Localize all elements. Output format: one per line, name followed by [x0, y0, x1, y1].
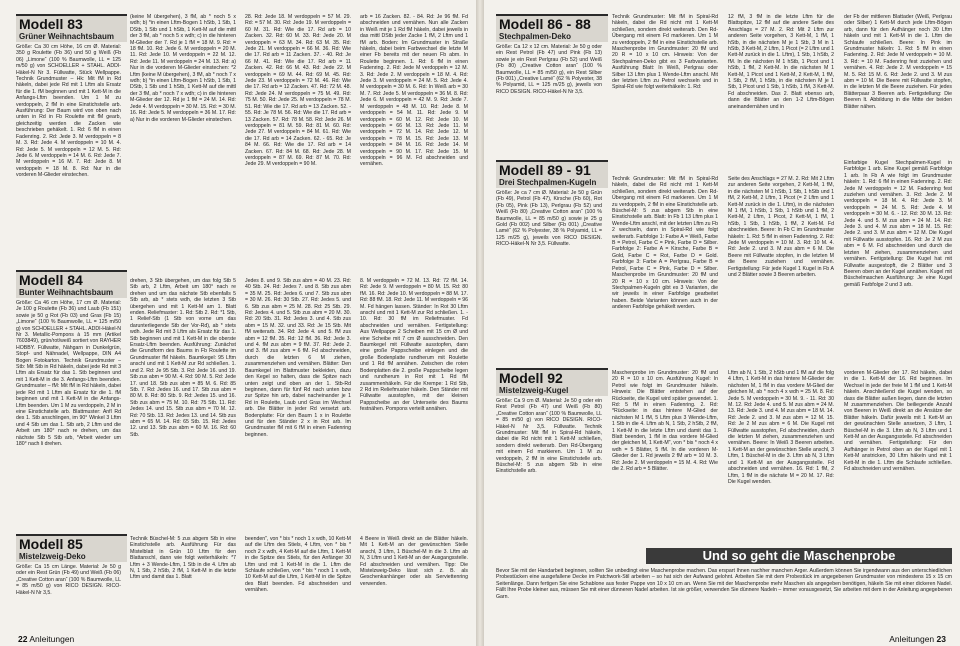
model-86-col-2: Technik Grundmuster: Mit fM in Spiral-Rd häkeln, dabei die Rd nicht mit 1 Kett-M schließen, sondern direkt weiterarb. Den Rd-Übergang mit einem Fd markieren. Um 1 M zu verdoppeln, 2 fM in eine Einstichstelle arb. Maschenprobe im Grundmuster: 20 fM und 20 R = 10 x 10 cm. Hinweis: Von der Stechpalmen-Deko gibt es 3 Farbvarianten. Ausführung Blatt: In Weiß, Perlgrau oder Silber 13 Lftm plus 1 Wende-Lftm anschl. Mit der letzten Lftm zu Petrol wechseln und in Spiral-Rd wie folgt weiterhäkeln: 1. Rd: [612, 14, 718, 91]
model-84-col-2: drehen, 3 Stb übergehen, um das folg Stb 5 Stb arb, 2 Lftm, Arbeit um 180° nach re drehen und um das nächste Stb ebenfalls 5 Stb arb, ab * stets wdh, die letzten 3 Stb übergehen und mit 1 Kett-M am 1. Blatt enden. Reliefmaster: 1. Rd: Stb 2. Rd: *1 Stb, 1 Relief-Stb (1 Stb von vorne um das darunterliegende Stb der Vor-Rd), ab * stets wdh. Jede Rd mit 3 Lftm als Ersatz für das 1. Stb beginnen und mit 1 Kett-M in die oberste Ersatz-Lftm beenden. Ausführung: Zunächst die Grundform des Baums in Fb Roulette im Grundmuster fM häkeln. Baumkegel: 95 Lftm anschl und mit 1 Kett-M zur Rd schließen. 1. und 2. Rd: Je 95 Stb. 3. Rd: Jede 16. und 19. Stb zus abm = 90 M. 4. Rd: 90 M. 5. Rd: Jede 17. und 18. Stb zus abm = 85 M. 6. Rd: 85 Stb. 7. Rd: Jedes 16. und 17. Stb zus abm = 80 M. 8. Rd: 80 Stb. 9. Rd: Jedes 15. und 16. Stb zus abm = 75 M. 10. Rd: 75 Stb. 11. Rd: Jedes 14. und 15. Stb zus abm = 70 M. 12. Rd: 70 Stb. 13. Rd: Jedes 13. und 14. Stb zus abm = 65 M. 14. Rd: 65 Stb. 15. Rd: Jedes 12. und 13. Stb zus abm = 60 M. 16. Rd: 60 Stb. [130, 278, 236, 438]
model-84-section [16, 270, 468, 520]
model-83-subtitle: Grüner Weihnachtsbaum [19, 32, 114, 41]
model-92-col-1: Größe: Ca 9 cm Ø. Material: Je 50 g oder ein Rest Petrol (Fb 47) und Weiß (Fb 80) „Creative Cotton aran“ (100 % Baumwolle, LL = 85 m/50 g) von RICO DESIGN. RICO-Häkel-N Nr 3,5. Füllwatte. Technik Grundmuster: Mit fM in Spiral-Rd häkeln, dabei die Rd nicht mit 1 Kett-M schließen, sondern direkt weiterarb. Den Rd-Übergang mit einem Fd markieren. Um 1 M zu verdoppeln, 2 fM in eine Einstichstelle arb. Büschel-M: 5 zus abgem Stb in eine Einstichstelle arb. [496, 398, 602, 475]
model-92-col-4: vorderen M-Glieder der 17. Rd häkeln, dabei in die 1. Kett-M der 16. Rd beginnen. Im Wechsel in jede der freie M 1 fM und 1 Kett-M häkeln. Anschließend die Kugel wenden, so dass die Blätter außen liegen, dann die letzten M zusammenziehen. Die beiliegende Anzahl von Beeren in Weiß direkt an die Ansätze der Blätter häkeln. Dafür jeweils mit 1 Kett-M an der gewünschten Stelle ansetzen, 3 Lftm, 1 Büschel-M in die 3. Lftm ab N, 3 Lftm und 1 Kett-M an der Ausgangsstelle. Fd abschneiden und vernähen. Fertigstellung: Für den Aufhänger in Petrol oben an der Kugel mit 1 Kett-M anstricken, 30 Lftm häkeln und mit 1 Kett-M in die 1. Lftm die Schlaufe schließen. Fd abschneiden und vernähen. [844, 370, 952, 473]
model-85-col-2: Technik Büschel-M: 5 zus abgem Stb in eine Einstichstelle arb. Ausführung Für das Mistelblatt in Grün 10 Lftm für den Blattanschl, dann wie folgt weiterhäkeln: *7 Lftm + 3 Wende-Lftm, 1 Stb in die 4. Lftm ab N, 1 Stb, 2 hStb, 2 fM, 1 Kett-M in die letzte Lftm und damit das 1. Blatt [130, 536, 236, 581]
model-85-header [16, 534, 127, 562]
right-page-footer [889, 634, 946, 644]
model-89-col-1: Größe: Je ca 7 cm Ø. Material: Je 50 g Grün (Fb 49), Petrol (Fb 47), Kirsche (Fb 60), Rot (Fb 05), Pink (Fb 13), Perlgrau (Fb 52) und Weiß (Fb 80) „Creative Cotton aran“ (100 % Baumwolle, LL = 85 m/50 g) sowie je 25 g Gold (Fb 002) und Silber (Fb 001) „Creative Lamé“ (62 % Polyester, 38 % Polyamid, LL = 125 m/25 g), jeweils von RICO DESIGN. RICO-Häkel-N Nr 3,5. Füllwatte. [496, 190, 602, 248]
model-89-header [496, 160, 608, 188]
model-85-section [16, 534, 468, 626]
model-86-subtitle: Stechpalmen-Deko [499, 32, 572, 41]
model-86-col-3: 12 fM, 3 fM in die letzte Lftm für die Blattspitze, 12 fM auf die andere Seite des Anschlags = 27 M. 2. Rd: Mit 2 Lftm zur anderen Seite vorgehen, 3 Kett-M, 1 fM, 1 hStb, in die nächsten M je 1 Stb, 3 M in 1 hStb, 3 Kett-M, 2 Lftm, 1 Picot (= 2 Lftm und 1 Kett-M zurück in die 1. Lftm), 1 Stb, 1 hStb, 2 fM. In die nächsten M 1 hStb, 1 Picot und 1 hStb, 1 fM, 2 Kett-M. In die nächsten M 1 Kett-M, 1 Picot und 1 Kett-M, 2 Kett-M, 1 fM, 1 Stb, 2 fM, 1 hStb, in die nächsten M je 1 Stb, 1 Picot und 1 Stb, 1 hStb, 1 fM, 3 Kett-M. Fd abschneiden. Das 2. Blatt ebenso arb, dann die Blätter an den 1-2 Lftm-Bögen aneinandernähen und in [728, 14, 834, 110]
model-85-col-4: 4 Beere in Weiß direkt an die Blätter häkeln. Mit 1 Kett-M an der gewünschten Stelle anschl, 3 Lftm, 1 Büschel-M in die 3. Lftm ab N, 3 Lftm und 1 Kett-M an der Ausgangsstelle. Fd abschneiden und vernähen. Tipp: Die Mistelzweig-Deko lässt sich z. B. als Geschenkanhänger oder als Serviettenring verwenden. [360, 536, 468, 587]
model-89-subtitle: Drei Stechpalmen-Kugeln [499, 178, 597, 187]
model-84-col-3: Jedes 8. und 9. Stb zus abm = 40 M. 23. Rd: 40 Stb. 24. Rd: Jedes 7. und 8. Stb zus abm = 35 M. 25. Rd: Jedes 6. und 7. Stb zus abm = 30 M. 26. Rd: 30 Stb. 27. Rd: Jedes 5. und 6. Stb zus abm = 25 M. 28. Rd: 25 Stb. 29. Rd: Jedes 4. und 5. Stb zus abm = 20 M. 30. Rd: 20 Stb. 31. Rd: Jedes 3. und 4. Stb zus abm = 15 M. 32. und 33. Rd: Je 15 Stb. Mit fM weiterarb. 34. Rd: Jede 4. und 5. fM zus abm = 12 fM. 35. Rd: 12 fM. 36. Rd: Jede 3. und 4. fM zus abm = 9 fM. 37. Rd: Jede 2. und 3. fM zus abm = 6 fM. Fd abschneiden, durch die letzten 6 M ziehen, zusammenziehen und vernähen. Blätter: Den Baumkegel im Blattmuster bekleiden, dazu den Kegel so halten, dass die Spitze nach unten zeigt und oben an der 1. Stb-Rd beginnen, dann für fünf Rd nach unten bzw zur Spitze hin arb, dabei nacheinander je 1 Rd in Roulette, Laub und Gras im Wechsel arb. Die Blätter in jeder Rd versetzt arb. Bodenplatte: Für den Baum 1 x in Roulette und für den Ständer 2 x in Rot arb. Im Grundmuster fM mit 6 fM in einen Fadenring beginnen. [245, 278, 351, 438]
model-86-title: Modell 86 - 88 [499, 16, 591, 32]
model-86-col-4: der Fb der mittleren Blattader (Weiß, Perlgrau oder Silber) 1 Kett-M durch jede Lftm-Bögen arb, dann für den Aufhänger noch 30 Lftm häkeln und mit 1 Kett-M in die 1. Lftm die Schlaufe schließen. Beere: In Pink im Grundmuster häkeln: 1. Rd: 5 fM in einen Fadenring. 2. Rd: Jede M verdoppeln = 10 M. 3. Rd: = 10 M. Fadenring fest zuziehen und vernähen. 4. Rd: Jede 2. M verdoppeln = 15 M. 5. Rd: 15 M. 6. Rd: Jede 2. und 3. M zus abm = 10 M. Die Beere mit Füllwatte stopfen, in die letzten M die Beere zuziehen. Für jedes Blätterpaar 3 Beeren arb. Fertigstellung: Die Beeren lt. Abbildung in die Mitte der beiden Blätter nähen. [844, 14, 952, 110]
model-86-section [496, 14, 952, 142]
model-85-col-3: beenden", von * bis * noch 1 x wdh, 10 Kett-M auf die Lftm des Stiels, 4 Lftm, von * bis * noch 2 x wdh, 4 Kett-M auf die Lftm, 1 Kett-M in die Spitze des Stiels, für den Anfänger 30 Lftm und mit 1 Kett-M in die 1. Lftm die Schlaufe schließen, von * bis * noch 1 x wdh, 10 Kett-M auf die Lftm, 1 Kett-M in die Spitze des Blatt beenden. Fd abschneiden und vernähen. [245, 536, 351, 594]
model-86-col-1: Größe: Ca 12 x 12 cm. Material: Je 50 g oder ein Rest Petrol (Fb 47) und Pink (Fb 13) sowie je ein Rest Perlgrau (Fb 52) und Weiß (Fb 80) „Creative Cotton aran“ (100 % Baumwolle, LL = 85 m/50 g), ein Rest Silber (Fb 001) „Creative Lamé“ (62 % Polyester, 38 % Polyamid, LL = 125 m/25 g), jeweils von RICO DESIGN. RICO-Häkel-N Nr 3,5. [496, 44, 602, 95]
maschenprobe-text: Bevor Sie mit der Handarbeit beginnen, sollten Sie unbedingt eine Maschenprobe machen. Das erspart Ihnen nachher manchen Ärger. Außerdem können Sie irgendwann aus den unterschiedlichen Probestücken eine ausgefallene Decke im Patchwork-Stil arbeiten – so hat sich der Aufwand gelohnt. Arbeiten Sie mit dem Probestück im angegebenen Grundmuster von mindestens 15 x 15 cm Seitenlänge. Dann fertigen Sie eine Schablone aus fester Pappe von 10 x 10 cm an. Wenn Sie mit der Maschenprobe mehr Maschen als angegeben benötigen, häkeln Sie mit einer dickeren Nadel. Fällt Ihre Probe kleiner aus, müssen Sie mit einer dünneren Nadel arbeiten. Ist sie größer, verwenden Sie dünnere Nadeln – immer vorausgesetzt, Sie arbeiten mit dem in der Anleitung angegebenen Garn. [496, 568, 952, 600]
left-page [0, 0, 476, 646]
model-84-header [16, 270, 127, 298]
model-92-title: Modell 92 [499, 370, 563, 386]
model-92-col-3: Lftm ab N, 1 Stb, 2 hStb und 1 fM auf die folg 4 Lftm, 1 Kett-M in das hintere M-Glieder der nächsten M, 1 fM in das vordere M-Glied der gleichen M, ab * noch 4 x wdh = 25 M. 8. Rd: Jede 5. M verdoppeln = 30 M. 9. - 11. Rd: 30 M. 12. Rd: Jede 4. und 5. M zus abm = 24 M. 13. Rd: Jede 3. und 4. M zus abm = 18 M. 14. Rd: Jede 2. und 3. M zus abm = 12 M. 15. Rd: Je 2 M zus abm = 6 M. Die Kugel mit Füllwatte ausstopfen, Fd abschneiden, durch die letzten M ziehen, zusammenziehen und vernähen. Beere: In Weiß 3 Beeren arbeiten. 1 Kett-M an der gewünschten Stelle anschl, 3 Lftm, 1 Büschel-M in die 3. Lftm ab N, 3 Lftm und 1 Kett-M an der Ausgangsstelle. Fd abschneiden und vernähen. 16. Rd: 1 fM, 2 Lftm, 1 fM in die nächste M = 20 M. 17. Rd: Die Kugel wenden. [728, 370, 834, 485]
model-92-subtitle: Mistelzweig-Kugel [499, 386, 569, 395]
model-85-subtitle: Mistelzweig-Deko [19, 552, 86, 561]
model-86-header [496, 14, 608, 42]
model-89-col-3: Seite des Anschlags = 27 M. 2. Rd: Mit 2 Lftm zur anderen Seite vorgehen, 2 Kett-M, 1 fM, in die nächsten M 1 hStb, 1 Stb, 1 hStb und 1 fM, 2 Kett-M, 2 Lftm, 1 Picot (= 2 Lftm und 1 Kett-M zurück in die 1. Lftm), in die nächsten M 1 fM, 1 hStb, 1 Stb, 1 hStb und 1 fM, 2 Kett-M, 2 Lftm, 1 Picot, 2 Kett-M, 1 fM, 1 hStb, 1 Stb, 1 hStb, 1 fM, 2 Kett-M. Fd abschneiden. Beere: In Fb C im Grundmuster häkeln: 1. Rd: 5 fM in einen Fadenring. 2. Rd: Jede M verdoppeln = 10 M. 3. Rd: 10 M. 4. Rd: Jede 2. und 3. M zus abm = 6 M. Die Beere mit Füllwatte stopfen, in die letzten M die Beere zuziehen und vernähen. Fertigstellung: Für jede Kugel 1 Kugel in Fb A und 2 Blätter sowie 3 Beeren arbeiten. [728, 176, 834, 279]
model-83-col-2: (keine M übergehen), 3 fM, ab * noch 5 x wdh; b) *in einen Lftm-Bogen 1 hStb, 1 Stb, 1 DStb, 1 Stb und 1 hStb, 1 Kett-M auf die mittl der 3 fM, ab * noch 5 x wdh; c) in die hinteren M-Glieder der 7. Rd je 1 fM = 18 M. 9. Rd: = 18 fM. 10. Rd: Jede 6. M verdoppeln = 20 M. 11. Rd: Jede 10. M verdoppeln = 22 M. 12. Rd: Jede 11. M verdoppeln = 24 M. 13. Rd: a) Nur in die vorderen M-Glieder einstechen: *2 Lftm (keine M übergehen), 3 fM, ab * noch 7 x wdh; b) *in einen Lftm-Bogen 1 hStb, 1 Stb, 1 DStb, 1 Stb und 1 hStb, 1 Kett-M auf die mittl der 3 fM, ab * noch 7 x wdh; c) in die hinteren M-Glieder der 12. Rd je 1 fM = 24 M. 14. Rd: Jede 4. M verdoppeln = 30 M. 15. Rd: = 30 M. 16. Rd: Jede 5. M verdoppeln = 36 M. 17. Rd: a) Nur in die vorderen M-Glieder einstechen. [130, 14, 236, 123]
left-page-number: 22 [18, 634, 28, 644]
model-84-subtitle: Bunter Weihnachtsbaum [19, 288, 114, 297]
model-83-title: Modell 83 [19, 16, 83, 32]
left-footer-label: Anleitungen [29, 634, 75, 644]
model-83-col-3: 28. Rd: Jede 18. M verdoppeln = 57 M. 29. Rd: = 57 M. 30. Rd: Jede 19. M verdoppeln = 60 M. 31. Rd: Wie die 17. Rd arb = 10 Zacken. 32. Rd: 60 M. 33. Rd: Jede 20. M verdoppeln = 63 M. 34. Rd: 63 M. 35. Rd: Jede 21. M verdoppeln = 66 M. 36. Rd: Wie die 17. Rd arb = 11 Zacken. 37. - 40. Rd: Je 66 M. 41. Rd: Wie die 17. Rd arb = 11 Zacken. 42. Rd: 66 M. 43. Rd: Jede 22. M verdoppeln = 69 M. 44. Rd: 69 M. 45. Rd: Jede 23. M verdoppeln = 72 M. 46. Rd: Wie die 17. Rd arb = 12 Zacken. 47. Rd: 72 M. 48. Rd: Jede 24. M verdoppeln = 75 M. 49. Rd: 75 M. 50. Rd: Jede 25. M verdoppeln = 78 M. 51. Rd: Wie die 17. Rd arb = 13 Zacken. 52. - 55. Rd: Je 78 M. 56. Rd: Wie die 17. Rd arb = 13 Zacken. 57. Rd: 78 M. 58. Rd: Jede 26. M verdoppeln = 81 M. 59. Rd: 81 M. 60. Rd: Jede 27. M verdoppeln = 84 M. 61. Rd: Wie die 17. Rd arb = 14 Zacken. 62. - 65. Rd: Je 84 M. 66. Rd: Wie die 17. Rd arb = 14 Zacken. 67. Rd: 84 M. 68. Rd: Jede 28. M verdoppeln = 87 M. 69. Rd: 87 M. 70. Rd: Jede 29. M verdoppeln = 90 M. [245, 14, 351, 168]
model-89-col-4: Einfarbige Kugel Stechpalmen-Kugel in Farbfolge 1 arb. Eine Kugel gemäß Farbfolge 1 arb. In Fb A wie folgt im Grundmuster häkeln: 1. Rd: 6 fM in einen Fadenring. 2. Rd: Jede M verdoppeln = 12 M. Fadenring fest zuziehen und vernähen. 3. Rd: Jede 2. M verdoppeln = 18 M. 4. Rd: Jede 3. M verdoppeln = 24 M. 5. Rd: Jede 4. M verdoppeln = 30 M. 6. - 12. Rd: 30 M. 13. Rd: Jede 4. und 5. M zus abm = 24 M. 14. Rd: Jede 3. und 4. M zus abm = 18 M. 15. Rd: Jede 2. und 3. M zus abm = 12 M. Die Kugel mit Füllwatte ausstopfen. 16. Rd: Je 2 M zus abm = 6 M. Fd abschneiden und durch die letzten M ziehen, zusammenziehen und vernähen. Fertigstellung: Die Kugel hat mit Füllwatte ausgestopft, die 2 Blätter und 3 Beeren oben an der Kugel annähen. Kugel mit Büschelmaschen Ausführung: Je eine Kugel gemäß Farbfolge 2 und 3 arb. [844, 160, 952, 288]
right-footer-label: Anleitungen [889, 634, 935, 644]
model-92-col-2: Maschenprobe im Grundmuster: 20 fM und 20 R = 10 x 10 cm. Ausführung Kugel: In Petrol wie folgt im Grundmuster häkeln. Hinweis: Die Blätter entstehen auf der Rückseite, die Kugel wird später gewendet. 1. Rd: 5 fM in einen Fadenring. 2. Rd: *Rückseite: in das hintere M-Glied der nächsten M 1 fM, 5 Lftm plus 3 Wende-Lftm, 1 Stb in die 4. Lftm ab N, 1 Stb, 2 hStb, 2 fM, 1 Kett-M in die letzte Lftm und damit das 1. Blatt beenden, 1 fM in das vordere M-Glied der gleichen M, 1 Kett-M", von * bis * noch 4 x wdh = 5 Blätter, 5 fM. In die vorderen M-Glieder der 1. Rd jeweils 2 fM arb = 10 M. 3. Rd: Jede 2. M verdoppeln = 15 M. 4. Rd: Wie die 2. Rd arb = 5 Blätter. [612, 370, 718, 473]
model-83-col-1: Größe: Ca 30 cm Höhe, 16 cm Ø. Material: 350 g Roulette (Fb 36) und 50 g Weiß (Fb 06) „Limone“ (100 % Baumwolle, LL = 125 m/50 g) von SCHOELLER + STAHL. ADDI-Häkel-N Nr 3. Füllwatte, Stück Wellpappe. Technik Grundmuster – Hk: Mit fM in Rd häkeln, dabei jede Rd mit 1 Lftm als Ersatz für die 1. fM beginnen und mit 1 Kett-M in die Anfangs-Lftm beenden. Um 1 M zu verdoppeln, 2 fM in eine Einstichstelle arb. Ausführung: Der Baum wird von oben nach unten in Rd in Fb Roulette mit fM gearb, gleichzeitig werden die Zacken wie beschrieben gehäkelt. 1. Rd: 6 fM in einen Fadenring. 2. Rd: Jede 3. M verdoppeln = 8 M. 3. Rd: Jede 4. M verdoppeln = 10 M. 4. Rd: Jede 5. M verdoppeln = 12 M. 5. Rd: Jede 6. M verdoppeln = 14 M. 6. Rd: Jede 7. M verdoppeln = 16 M. 7. Rd: Jede 8. M verdoppeln = 18 M. 8. Rd: Nur in die vorderen M-Glieder einstechen. [16, 44, 121, 179]
model-83-col-4: arb = 16 Zacken. 82. - 84. Rd: Je 96 fM. Fd abschneiden und vernähen. Nun alle Zacken in Weiß mit je 1 Rd fM häkeln, dabei jeweils in das mittl DStb jeder Zacke 1 fM, 2 Lftm und 1 fM arb. Boden: Im Grundmuster in Straße häkeln, dabei beim Farbwechsel die letzte M einer Fb bereits mit der neuen Fb abm. In Roulette beginnen. 1. Rd: 6 fM in einen Fadenring. 2. Rd: Jede M verdoppeln = 12 M. 3. Rd: Jede 2. M verdoppeln = 18 M. 4. Rd: Jede 3. M verdoppeln = 24 M. 5. Rd: Jede 4. M verdoppeln = 30 M. 6. Rd: In Weiß arb = 30 M. 7. Rd: Jede 5. M verdoppeln = 36 M. 8. Rd: Jede 6. M verdoppeln = 42 M. 9. Rd: Jede 7. M verdoppeln = 48 M. 10. Rd: Jede 8. M verdoppeln = 54 M. 11. Rd: Jede 9. M verdoppeln = 60 M. 12. Rd: Jede 10. M verdoppeln = 66 M. 13. Rd: Jede 11. M verdoppeln = 72 M. 14. Rd: Jede 12. M verdoppeln = 78 M. 15. Rd: Jede 13. M verdoppeln = 84 M. 16. Rd: Jede 14. M verdoppeln = 90 M. 17. Rd: Jede 15. M verdoppeln = 96 M. Fd abschneiden und vernähen. [360, 14, 468, 168]
model-89-col-2: Technik Grundmuster: Mit fM in Spiral-Rd häkeln, dabei die Rd nicht mit 1 Kett-M schließen, sondern direkt weiterarb. Den Rd-Übergang mit einem Fd markieren. Um 1 M zu verdoppeln, 2 fM in eine Einstichstelle arb. Büschel-M: 5 zus abgem Stb in eine Einstichstelle arb. Blatt: In Fb 1 13 Lftm plus 1 Wende-Lftm anschl, mit der letzten Lftm zu Fb 2 wechseln, dann in Spiral-Rd wie folgt weiterarb. Farbfolge 1: Farbe A = Weiß, Farbe B = Petrol, Farbe C = Pink, Farbe D = Silber. Farbfolge 2: Farbe A = Kirsche, Farbe B = Gold, Farbe C = Rot, Farbe D = Gold. Farbfolge 3: Farbe A = Perlgrau, Farbe B = Petrol, Farbe C = Pink, Farbe D = Silber. Maschenprobe im Grundmuster: 20 fM und 20 R = 10 x 10 cm. Hinweis: Von der Stechpalmen-Kugeln gibt es 3 Varianten, die wir jeweils in einer Farbfolge gearbeitet haben. Beide Varianten können auch in der anderen Farbfolge gehäkelt werden. [612, 176, 718, 311]
maschenprobe-banner: Und so geht die Maschenprobe [646, 548, 952, 564]
model-92-section [496, 368, 952, 538]
model-83-section [16, 14, 468, 256]
spine-gutter [476, 0, 484, 646]
model-85-title: Modell 85 [19, 536, 83, 552]
model-89-section [496, 160, 952, 360]
model-83-header [16, 14, 127, 42]
right-page [484, 0, 960, 646]
model-85-col-1: Größe: Ca 15 cm Länge. Material: Je 50 g oder ein Rest Grün (Fb 49) und Weiß (Fb 06) „Creative Cotton aran“ (100 % Baumwolle, LL = 85 m/50 g) von RICO DESIGN. RICO-Häkel-N Nr 3,5. [16, 564, 121, 596]
model-89-title: Modell 89 - 91 [499, 162, 591, 178]
right-page-number: 23 [936, 634, 946, 644]
model-84-col-4: 8. M verdoppeln = 72 M. 13. Rd: 72 fM. 14. Rd: Jede 9. M verdoppeln = 80 M. 15. Rd: 80 fM. 16. Rd: Jede 10. M verdoppeln = 88 M. 17. Rd: 88 fM. 18. Rd: Jede 11. M verdoppeln = 96 M. Fd hängen lassen. Ständer: In Rot 30 Lftm anschl und mit 1 Kett-M zur Rd schließen. 1. - 10. Rd: 30 fM im Reliefmuster. Fd abschneiden und vernähen. Fertigstellung: Aus Wellpappe 2 Scheiben mit 15 cm Ø und eine Scheibe mit 7 cm Ø ausschneiden. Den Baumkegel mit Füllwatte ausstopfen, dann eine große Pappscheibe einlegen und die große Bodenplatte rundherum mit Roulette und 1 Rd fM annähen. Zwischen die roten Bodenplatten die 2. große Pappscheibe legen und rundherum in Rot mit 1 Rd fM zusammenhäkeln. Für die Krempe: 1 Rd Stb, 2 Rd im Reliefmuster häkeln. Den Ständer mit Füllwatte ausstopfen, mit der kleinen Pappscheibe an der Unterseite des Baums festnähen. Pompons verteilt annähen. [360, 278, 468, 413]
model-92-header [496, 368, 608, 396]
model-84-col-1: Größe: Ca 46 cm Höhe, 17 cm Ø. Material: Je 100 g Roulette (Fb 36) und Laub (Fb 151) sowie je 50 g Rot (Fb 03) und Gras (Fb 15) „Limone“ (100 % Baumwolle, LL = 125 m/50 g) von SCHOELLER + STAHL. ADDI-Häkel-N Nr 3. Metallic-Pompons à 15 mm (Artikel 7603849), grün/rot/weiß sortiert von RAYHER HOBBY. Füllwatte, Nähgarn in Dunkelgrün, Stopf- und Nähnadel, Wellpappe, DIN A4 Bogen Fotokarton. Technik Grundmuster – Stb: Mit Stb in Rd häkeln, dabei jede Rd mit 3 Lftm als Ersatz für das 1. Stb beginnen und mit 1 Kett-M in die 3. Anfangs-Lftm beenden. Grundmuster – fM: Mit fM in Rd häkeln, dabei jede Rd mit 1 Lftm als Ersatz für die 1. fM beginnen und mit 1 Kett-M in die Anfangs-Lftm beenden. Um 1 M zu verdoppeln, 2 M in eine Einstichstelle arb. Blattmuster: Anfl Rd des 1. Stb anschlingen, im 90° Winkel 3 Lftm und 4 Stb um das 1. Stb arb, 2 Lftm und die Arbeit um 180° nach re drehen, um das nächste Stb 5 Stb arb, *Arbeit wieder um 180° nach li drehen. [16, 300, 121, 447]
model-84-title: Modell 84 [19, 272, 83, 288]
left-page-footer [18, 634, 74, 644]
